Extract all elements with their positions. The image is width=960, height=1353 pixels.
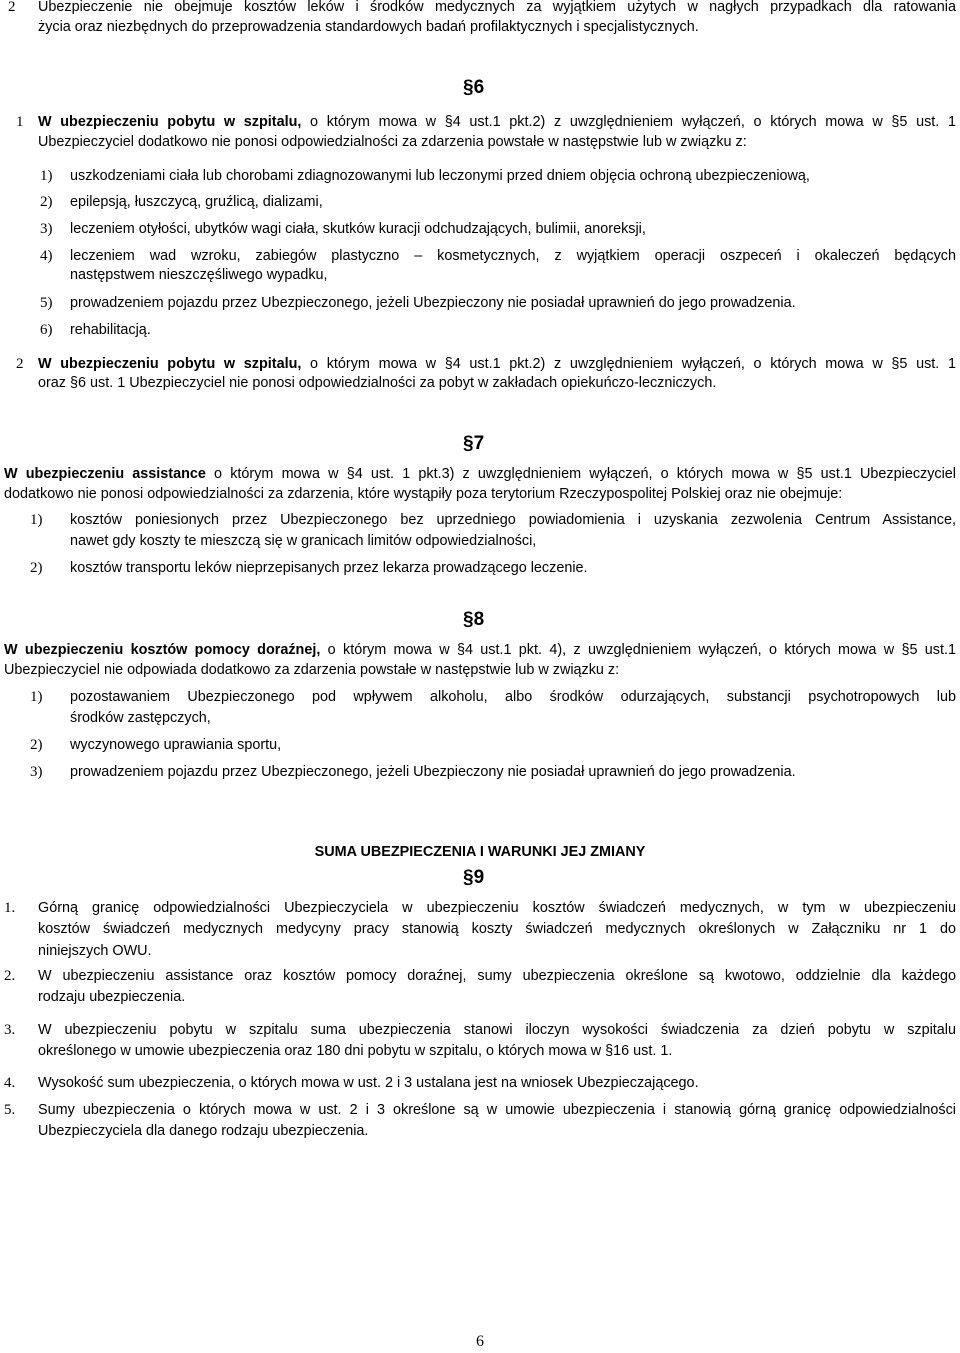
list-item: wyczynowego uprawiania sportu, xyxy=(70,737,282,753)
bold-lead: W ubezpieczeniu pobytu w szpitalu, xyxy=(38,114,302,130)
paragraph-line: Ubezpieczyciel nie odpowiada dodatkowo za zdarzenia powstałe w następstwie lub w związku z: xyxy=(4,662,620,678)
list-number: 6) xyxy=(40,322,53,338)
list-item: kosztów poniesionych przez Ubezpieczonego bez uprzedniego powiadomienia i uzyskania zezwolenia Centrum Assistance, xyxy=(70,512,956,528)
paragraph-line: oraz §6 ust. 1 Ubezpieczyciel nie ponosi odpowiedzialności za pobyt w zakładach opiekuńczo-leczniczych. xyxy=(38,375,717,391)
list-item-continuation: środków zastępczych, xyxy=(70,710,211,726)
line-text: o którym mowa w §4 ust.1 pkt.2) z uwzględnieniem wyłączeń, o których mowa w §5 ust. 1 xyxy=(301,114,956,130)
bold-lead: W ubezpieczeniu pobytu w szpitalu, xyxy=(38,356,302,372)
section-title: §8 xyxy=(463,609,485,630)
item-number: 2. xyxy=(4,968,16,984)
paragraph-line xyxy=(4,641,956,659)
paragraph-line: Ubezpieczyciela dla danego rodzaju ubezpieczenia. xyxy=(38,1123,369,1139)
section-title: §7 xyxy=(463,433,485,454)
paragraph-line xyxy=(4,465,956,483)
paragraph-line: Ubezpieczenie nie obejmuje kosztów leków i środków medycznych za wyjątkiem użytych w nagłych przypadkach dla ratowania xyxy=(38,0,956,15)
list-item: kosztów transportu leków nieprzepisanych przez lekarza prowadzącego leczenie. xyxy=(70,560,588,576)
line-text: o którym mowa w §4 ust.1 pkt.2) z uwzględnieniem wyłączeń, o których mowa w §5 ust. 1 xyxy=(301,356,956,372)
item-number: 2 xyxy=(16,356,24,372)
list-item: pozostawaniem Ubezpieczonego pod wpływem alkoholu, albo środków odurzających, substancji psychotropowych lub xyxy=(70,689,956,705)
item-number: 3. xyxy=(4,1022,16,1038)
section-title: §9 xyxy=(463,867,485,888)
paragraph-line: Sumy ubezpieczenia o których mowa w ust. 2 i 3 określone są w umowie ubezpieczenia i stanowią górną granicę odpowiedzialności xyxy=(38,1102,956,1118)
list-item: epilepsją, łuszczycą, gruźlicą, dializami, xyxy=(70,194,323,210)
list-item: prowadzeniem pojazdu przez Ubezpieczonego, jeżeli Ubezpieczony nie posiadał uprawnień do jego prowadzenia. xyxy=(70,764,796,780)
list-number: 4) xyxy=(40,248,53,264)
paragraph-line: W ubezpieczeniu assistance oraz kosztów pomocy doraźnej, sumy ubezpieczenia określone są kwotowo, oddzielnie dla każdego xyxy=(38,968,956,984)
list-number: 3) xyxy=(40,221,53,237)
item-number: 4. xyxy=(4,1075,16,1091)
paragraph-line: rodzaju ubezpieczenia. xyxy=(38,989,186,1005)
paragraph-line xyxy=(38,113,956,131)
paragraph-line: Wysokość sum ubezpieczenia, o których mowa w ust. 2 i 3 ustalana jest na wniosek Ubezpieczającego. xyxy=(38,1075,699,1091)
line-text: o którym mowa w §4 ust.1 pkt. 4), z uwzględnieniem wyłączeń, o których mowa w §5 ust.1 xyxy=(320,642,956,658)
paragraph-line: W ubezpieczeniu pobytu w szpitalu suma ubezpieczenia stanowi iloczyn wysokości świadczenia za dzień pobytu w szpitalu xyxy=(38,1022,956,1038)
section-title: §6 xyxy=(463,77,485,98)
list-item: leczeniem otyłości, ubytków wagi ciała, skutków kuracji odchudzających, bulimii, anoreksji, xyxy=(70,221,646,237)
list-number: 5) xyxy=(40,295,53,311)
list-number: 2) xyxy=(30,560,43,576)
list-number: 2) xyxy=(30,737,43,753)
bold-lead: W ubezpieczeniu kosztów pomocy doraźnej, xyxy=(4,642,321,658)
paragraph-line: życia oraz niezbędnych do przeprowadzenia standardowych badań profilaktycznych i specjalistycznych. xyxy=(38,19,699,35)
paragraph-line: niniejszych OWU. xyxy=(38,943,152,959)
list-number: 1) xyxy=(30,512,43,528)
paragraph-line xyxy=(38,355,956,373)
item-number: 1 xyxy=(16,114,24,130)
paragraph-line: Górną granicę odpowiedzialności Ubezpieczyciela w ubezpieczeniu kosztów świadczeń medycznych, w tym w ubezpieczeniu xyxy=(38,900,956,916)
page-number: 6 xyxy=(476,1333,484,1350)
list-item-continuation: następstwem nieszczęśliwego wypadku, xyxy=(70,267,328,283)
list-number: 2) xyxy=(40,194,53,210)
list-item-continuation: nawet gdy koszty te mieszczą się w granicach limitów odpowiedzialności, xyxy=(70,533,537,549)
paragraph-line: Ubezpieczyciel dodatkowo nie ponosi odpowiedzialności za zdarzenia powstałe w następstwie lub w związku z: xyxy=(38,134,747,150)
paragraph-line: określonego w umowie ubezpieczenia oraz 180 dni pobytu w szpitalu, o których mowa w §16 ust. 1. xyxy=(38,1043,673,1059)
item-number: 2 xyxy=(8,0,16,15)
paragraph-line: kosztów świadczeń medycznych medycyny pracy stanowią koszty świadczeń medycznych określonych w Załączniku nr 1 do xyxy=(38,921,956,937)
bold-lead: W ubezpieczeniu assistance xyxy=(4,466,206,482)
chapter-heading: SUMA UBEZPIECZENIA I WARUNKI JEJ ZMIANY xyxy=(314,844,646,860)
list-item: prowadzeniem pojazdu przez Ubezpieczonego, jeżeli Ubezpieczony nie posiadał uprawnień do jego prowadzenia. xyxy=(70,295,796,311)
list-item: rehabilitacją. xyxy=(70,322,151,338)
list-item: leczeniem wad wzroku, zabiegów plastyczno – kosmetycznych, z wyjątkiem operacji oszpeceń i okaleczeń będących xyxy=(70,248,956,264)
list-number: 3) xyxy=(30,764,43,780)
list-number: 1) xyxy=(30,689,43,705)
line-text: o którym mowa w §4 ust. 1 pkt.3) z uwzględnieniem wyłączeń, o których mowa w §5 ust.1 Ubezpieczyciel xyxy=(205,466,956,482)
list-number: 1) xyxy=(40,168,53,184)
paragraph-line: dodatkowo nie ponosi odpowiedzialności za zdarzenia, które wystąpiły poza terytorium Rzeczypospolitej Polskiej oraz nie obejmuje: xyxy=(4,486,843,502)
item-number: 1. xyxy=(4,900,16,916)
list-item: uszkodzeniami ciała lub chorobami zdiagnozowanymi lub leczonymi przed dniem objęcia ochroną ubezpieczeniową, xyxy=(70,168,810,184)
item-number: 5. xyxy=(4,1102,16,1118)
